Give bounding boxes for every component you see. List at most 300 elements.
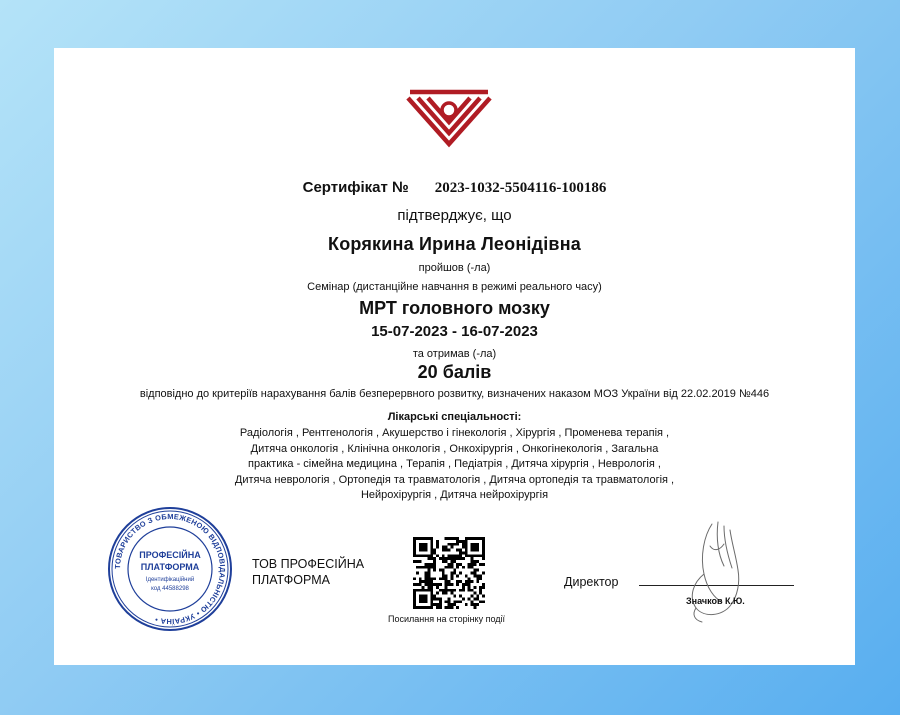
qr-module (433, 569, 436, 572)
qr-module (430, 566, 433, 569)
qr-module (471, 549, 474, 552)
qr-module (453, 572, 456, 575)
qr-module (442, 569, 445, 572)
qr-module (413, 549, 416, 552)
qr-module (430, 549, 433, 552)
qr-module (436, 606, 439, 609)
qr-module (419, 597, 422, 600)
qr-module (430, 592, 433, 595)
qr-module (413, 600, 416, 603)
qr-module (456, 543, 459, 546)
qr-module (430, 583, 433, 586)
specialties-line: Дитяча неврологія , Ортопедія та травматологія , Дитяча ортопедія та травматологія , (234, 473, 675, 486)
qr-module (430, 546, 433, 549)
qr-module (479, 574, 482, 577)
qr-module (479, 563, 482, 566)
qr-module (425, 537, 428, 540)
qr-module (471, 554, 474, 557)
qr-module (425, 549, 428, 552)
qr-module (456, 557, 459, 560)
qr-module (482, 546, 485, 549)
certificate-number: 2023-1032-5504116-100186 (434, 180, 607, 196)
qr-module (456, 600, 459, 603)
specialties-list (54, 426, 855, 504)
qr-module (479, 554, 482, 557)
qr-module (450, 583, 453, 586)
qr-module (453, 589, 456, 592)
qr-module (465, 580, 468, 583)
qr-module (448, 543, 451, 546)
received-text: та отримав (-ла) (412, 348, 497, 360)
qr-module (453, 554, 456, 557)
qr-module (476, 543, 479, 546)
organization-line: ПЛАТФОРМА (252, 573, 330, 587)
qr-module (413, 603, 416, 606)
qr-module (416, 589, 419, 592)
qr-module (439, 577, 442, 580)
qr-module (427, 537, 430, 540)
qr-module (416, 537, 419, 540)
qr-module (425, 577, 428, 580)
qr-module (427, 554, 430, 557)
qr-module (445, 592, 448, 595)
qr-module (448, 600, 451, 603)
qr-module (439, 606, 442, 609)
qr-module (473, 586, 476, 589)
certificate-sheet (54, 48, 855, 665)
criteria-text: відповідно до критеріїв нарахування балів безперервного розвитку, визначених наказом МОЗ України від 22.02.2019 №446 (139, 388, 770, 400)
qr-module (468, 566, 471, 569)
qr-module (471, 595, 474, 598)
qr-module (456, 549, 459, 552)
qr-module (430, 577, 433, 580)
qr-module (425, 566, 428, 569)
qr-module (479, 589, 482, 592)
qr-module (479, 537, 482, 540)
qr-module (436, 583, 439, 586)
qr-module (459, 600, 462, 603)
qr-module (416, 606, 419, 609)
qr-module (419, 566, 422, 569)
qr-module (433, 597, 436, 600)
qr-module (468, 586, 471, 589)
qr-module (430, 586, 433, 589)
qr-module (427, 586, 430, 589)
qr-module (436, 540, 439, 543)
qr-module (445, 549, 448, 552)
signer-name: Значков К.Ю. (686, 596, 745, 606)
qr-module (473, 546, 476, 549)
passed-text: пройшов (-ла) (418, 262, 491, 274)
qr-module (450, 543, 453, 546)
qr-module (450, 546, 453, 549)
qr-module (419, 543, 422, 546)
qr-module (413, 583, 416, 586)
qr-module (482, 549, 485, 552)
qr-module (430, 600, 433, 603)
qr-module (459, 589, 462, 592)
qr-module (442, 554, 445, 557)
qr-module (442, 560, 445, 563)
qr-module (425, 572, 428, 575)
qr-module (465, 540, 468, 543)
qr-module (462, 583, 465, 586)
qr-module (473, 597, 476, 600)
organization-name (252, 556, 364, 588)
qr-module (425, 554, 428, 557)
qr-module (476, 603, 479, 606)
qr-module (436, 546, 439, 549)
qr-module (413, 606, 416, 609)
qr-module (439, 589, 442, 592)
brand-logo (406, 88, 492, 148)
qr-module (479, 600, 482, 603)
qr-module (419, 549, 422, 552)
qr-module (473, 603, 476, 606)
qr-module (439, 600, 442, 603)
qr-module (430, 540, 433, 543)
qr-module (430, 554, 433, 557)
qr-module (482, 540, 485, 543)
qr-module (430, 603, 433, 606)
qr-module (422, 549, 425, 552)
qr-module (476, 580, 479, 583)
qr-module (413, 554, 416, 557)
qr-module (450, 537, 453, 540)
qr-module (413, 597, 416, 600)
qr-module (453, 595, 456, 598)
qr-module (448, 589, 451, 592)
qr-module (453, 600, 456, 603)
qr-module (473, 549, 476, 552)
qr-module (459, 551, 462, 554)
qr-module (471, 572, 474, 575)
qr-module (413, 540, 416, 543)
qr-module (459, 554, 462, 557)
qr-module (465, 551, 468, 554)
qr-module (448, 549, 451, 552)
qr-module (445, 537, 448, 540)
qr-module (459, 540, 462, 543)
qr-module (462, 586, 465, 589)
event-type: Семінар (дистанційне навчання в режимі реального часу) (307, 281, 602, 293)
qr-module (456, 540, 459, 543)
qr-module (433, 557, 436, 560)
qr-module (450, 563, 453, 566)
qr-module (456, 574, 459, 577)
qr-module (445, 606, 448, 609)
qr-module (473, 572, 476, 575)
qr-module (433, 566, 436, 569)
qr-module (416, 583, 419, 586)
specialties-line: Радіологія , Рентгенологія , Акушерство і гінекологія , Хірургія , Променева терапія , (239, 427, 670, 439)
qr-module (471, 560, 474, 563)
qr-module (448, 563, 451, 566)
qr-module (465, 574, 468, 577)
qr-module (425, 600, 428, 603)
qr-module (419, 600, 422, 603)
qr-module (442, 557, 445, 560)
qr-module (476, 597, 479, 600)
qr-module (439, 603, 442, 606)
qr-module (476, 569, 479, 572)
qr-module (436, 554, 439, 557)
qr-module (419, 577, 422, 580)
qr-module (425, 580, 428, 583)
qr-module (413, 595, 416, 598)
qr-module (430, 595, 433, 598)
qr-module (453, 603, 456, 606)
stamp-center-line: ПРОФЕСІЙНА (139, 550, 201, 560)
qr-module (430, 537, 433, 540)
qr-module (450, 572, 453, 575)
qr-module (425, 606, 428, 609)
qr-module (425, 574, 428, 577)
qr-module (427, 583, 430, 586)
qr-module (450, 574, 453, 577)
qr-module (482, 600, 485, 603)
organization-line: ТОВ ПРОФЕСІЙНА (252, 557, 365, 571)
qr-module (476, 554, 479, 557)
qr-module (413, 543, 416, 546)
qr-module (419, 595, 422, 598)
qr-module (450, 592, 453, 595)
qr-module (445, 546, 448, 549)
qr-module (448, 597, 451, 600)
qr-module (416, 566, 419, 569)
qr-module (482, 554, 485, 557)
qr-module (442, 592, 445, 595)
qr-module (422, 586, 425, 589)
qr-module (465, 583, 468, 586)
qr-module (465, 603, 468, 606)
qr-module (433, 563, 436, 566)
qr-module (456, 537, 459, 540)
qr-module (436, 603, 439, 606)
qr-module (450, 554, 453, 557)
qr-module (448, 557, 451, 560)
qr-module (422, 543, 425, 546)
qr-module (471, 580, 474, 583)
qr-module (445, 583, 448, 586)
qr-module (476, 537, 479, 540)
qr-module (468, 577, 471, 580)
qr-module (462, 546, 465, 549)
qr-module (468, 580, 471, 583)
stamp-center-line: Ідентифікаційний (145, 577, 195, 583)
qr-module (422, 566, 425, 569)
qr-module (427, 574, 430, 577)
qr-module (442, 549, 445, 552)
qr-module (425, 563, 428, 566)
recipient-name: Корякина Ирина Леонідівна (328, 234, 581, 254)
qr-module (471, 563, 474, 566)
qr-module (459, 580, 462, 583)
qr-module (445, 600, 448, 603)
qr-module (468, 563, 471, 566)
qr-module (468, 589, 471, 592)
qr-module (419, 546, 422, 549)
qr-module (459, 595, 462, 598)
qr-module (419, 554, 422, 557)
qr-module (427, 563, 430, 566)
stamp-center-line: код 44588298 (151, 586, 189, 592)
qr-module (450, 603, 453, 606)
qr-module (476, 577, 479, 580)
qr-module (427, 572, 430, 575)
qr-module (430, 606, 433, 609)
qr-module (422, 589, 425, 592)
qr-module (430, 551, 433, 554)
qr-module (433, 603, 436, 606)
course-dates: 15-07-2023 - 16-07-2023 (371, 323, 538, 340)
points-awarded: 20 балів (417, 362, 492, 382)
qr-module (413, 577, 416, 580)
qr-module (430, 543, 433, 546)
qr-module (471, 600, 474, 603)
qr-module (425, 597, 428, 600)
qr-module (422, 580, 425, 583)
qr-module (422, 554, 425, 557)
qr-module (427, 569, 430, 572)
qr-module (473, 537, 476, 540)
qr-module (473, 569, 476, 572)
qr-module (422, 600, 425, 603)
qr-module (425, 595, 428, 598)
qr-module (433, 549, 436, 552)
qr-module (425, 589, 428, 592)
qr-module (471, 537, 474, 540)
director-label: Директор (564, 575, 619, 589)
qr-module (433, 551, 436, 554)
qr-module (471, 589, 474, 592)
qr-module (439, 569, 442, 572)
qr-module (445, 586, 448, 589)
qr-module (422, 595, 425, 598)
qr-module (473, 606, 476, 609)
qr-module (450, 606, 453, 609)
qr-module (473, 560, 476, 563)
qr-module (422, 606, 425, 609)
qr-module (465, 537, 468, 540)
specialties-line: Дитяча онкологія , Клінічна онкологія , Онкохірургія , Онкогінекологія , Загальна (250, 442, 659, 455)
qr-module (465, 543, 468, 546)
qr-module (476, 546, 479, 549)
qr-module (450, 566, 453, 569)
qr-module (456, 554, 459, 557)
qr-module (476, 549, 479, 552)
qr-module (482, 543, 485, 546)
qr-module (413, 537, 416, 540)
qr-module (450, 577, 453, 580)
stamp-center-line: ПЛАТФОРМА (140, 562, 200, 572)
qr-module (482, 563, 485, 566)
qr-module (459, 563, 462, 566)
qr-module (442, 572, 445, 575)
qr-module (448, 554, 451, 557)
qr-module (453, 569, 456, 572)
qr-module (427, 577, 430, 580)
qr-module (416, 560, 419, 563)
qr-module (413, 592, 416, 595)
certificate-label: Сертифікат № (302, 179, 409, 196)
qr-module (442, 546, 445, 549)
qr-module (445, 557, 448, 560)
qr-module (473, 543, 476, 546)
qr-module (433, 583, 436, 586)
qr-module (445, 577, 448, 580)
qr-module (436, 586, 439, 589)
qr-module (427, 606, 430, 609)
qr-module (468, 583, 471, 586)
company-stamp (107, 506, 233, 632)
qr-module (448, 583, 451, 586)
qr-module (425, 546, 428, 549)
qr-module (413, 589, 416, 592)
qr-module (419, 606, 422, 609)
qr-module (430, 580, 433, 583)
qr-module (448, 603, 451, 606)
qr-module (430, 589, 433, 592)
qr-module (476, 595, 479, 598)
event-qr-code[interactable] (413, 537, 485, 609)
qr-module (450, 560, 453, 563)
qr-module (419, 589, 422, 592)
qr-module (456, 563, 459, 566)
qr-module (430, 557, 433, 560)
qr-module (419, 560, 422, 563)
specialties-line: практика - сімейна медицина , Терапія , Педіатрія , Дитяча хірургія , Неврологія , (248, 458, 661, 470)
qr-module (459, 549, 462, 552)
qr-module (427, 566, 430, 569)
qr-module (453, 557, 456, 560)
qr-module (450, 557, 453, 560)
qr-module (430, 563, 433, 566)
qr-module (448, 566, 451, 569)
qr-module (453, 543, 456, 546)
qr-module (413, 560, 416, 563)
qr-module (442, 574, 445, 577)
qr-module (427, 589, 430, 592)
qr-module (482, 595, 485, 598)
qr-module (482, 572, 485, 575)
qr-module (465, 554, 468, 557)
qr-module (479, 577, 482, 580)
qr-module (473, 554, 476, 557)
qr-module (433, 560, 436, 563)
qr-module (471, 546, 474, 549)
qr-module (419, 537, 422, 540)
qr-module (476, 560, 479, 563)
qr-module (416, 554, 419, 557)
qr-module (422, 597, 425, 600)
qr-module (436, 592, 439, 595)
qr-module (445, 574, 448, 577)
qr-module (468, 537, 471, 540)
qr-module (471, 557, 474, 560)
qr-module (459, 557, 462, 560)
qr-module (445, 566, 448, 569)
qr-module (453, 537, 456, 540)
qr-module (436, 597, 439, 600)
qr-module (433, 577, 436, 580)
qr-module (445, 560, 448, 563)
qr-module (462, 589, 465, 592)
qr-module (473, 592, 476, 595)
qr-module (482, 551, 485, 554)
qr-module (448, 606, 451, 609)
qr-module (468, 554, 471, 557)
